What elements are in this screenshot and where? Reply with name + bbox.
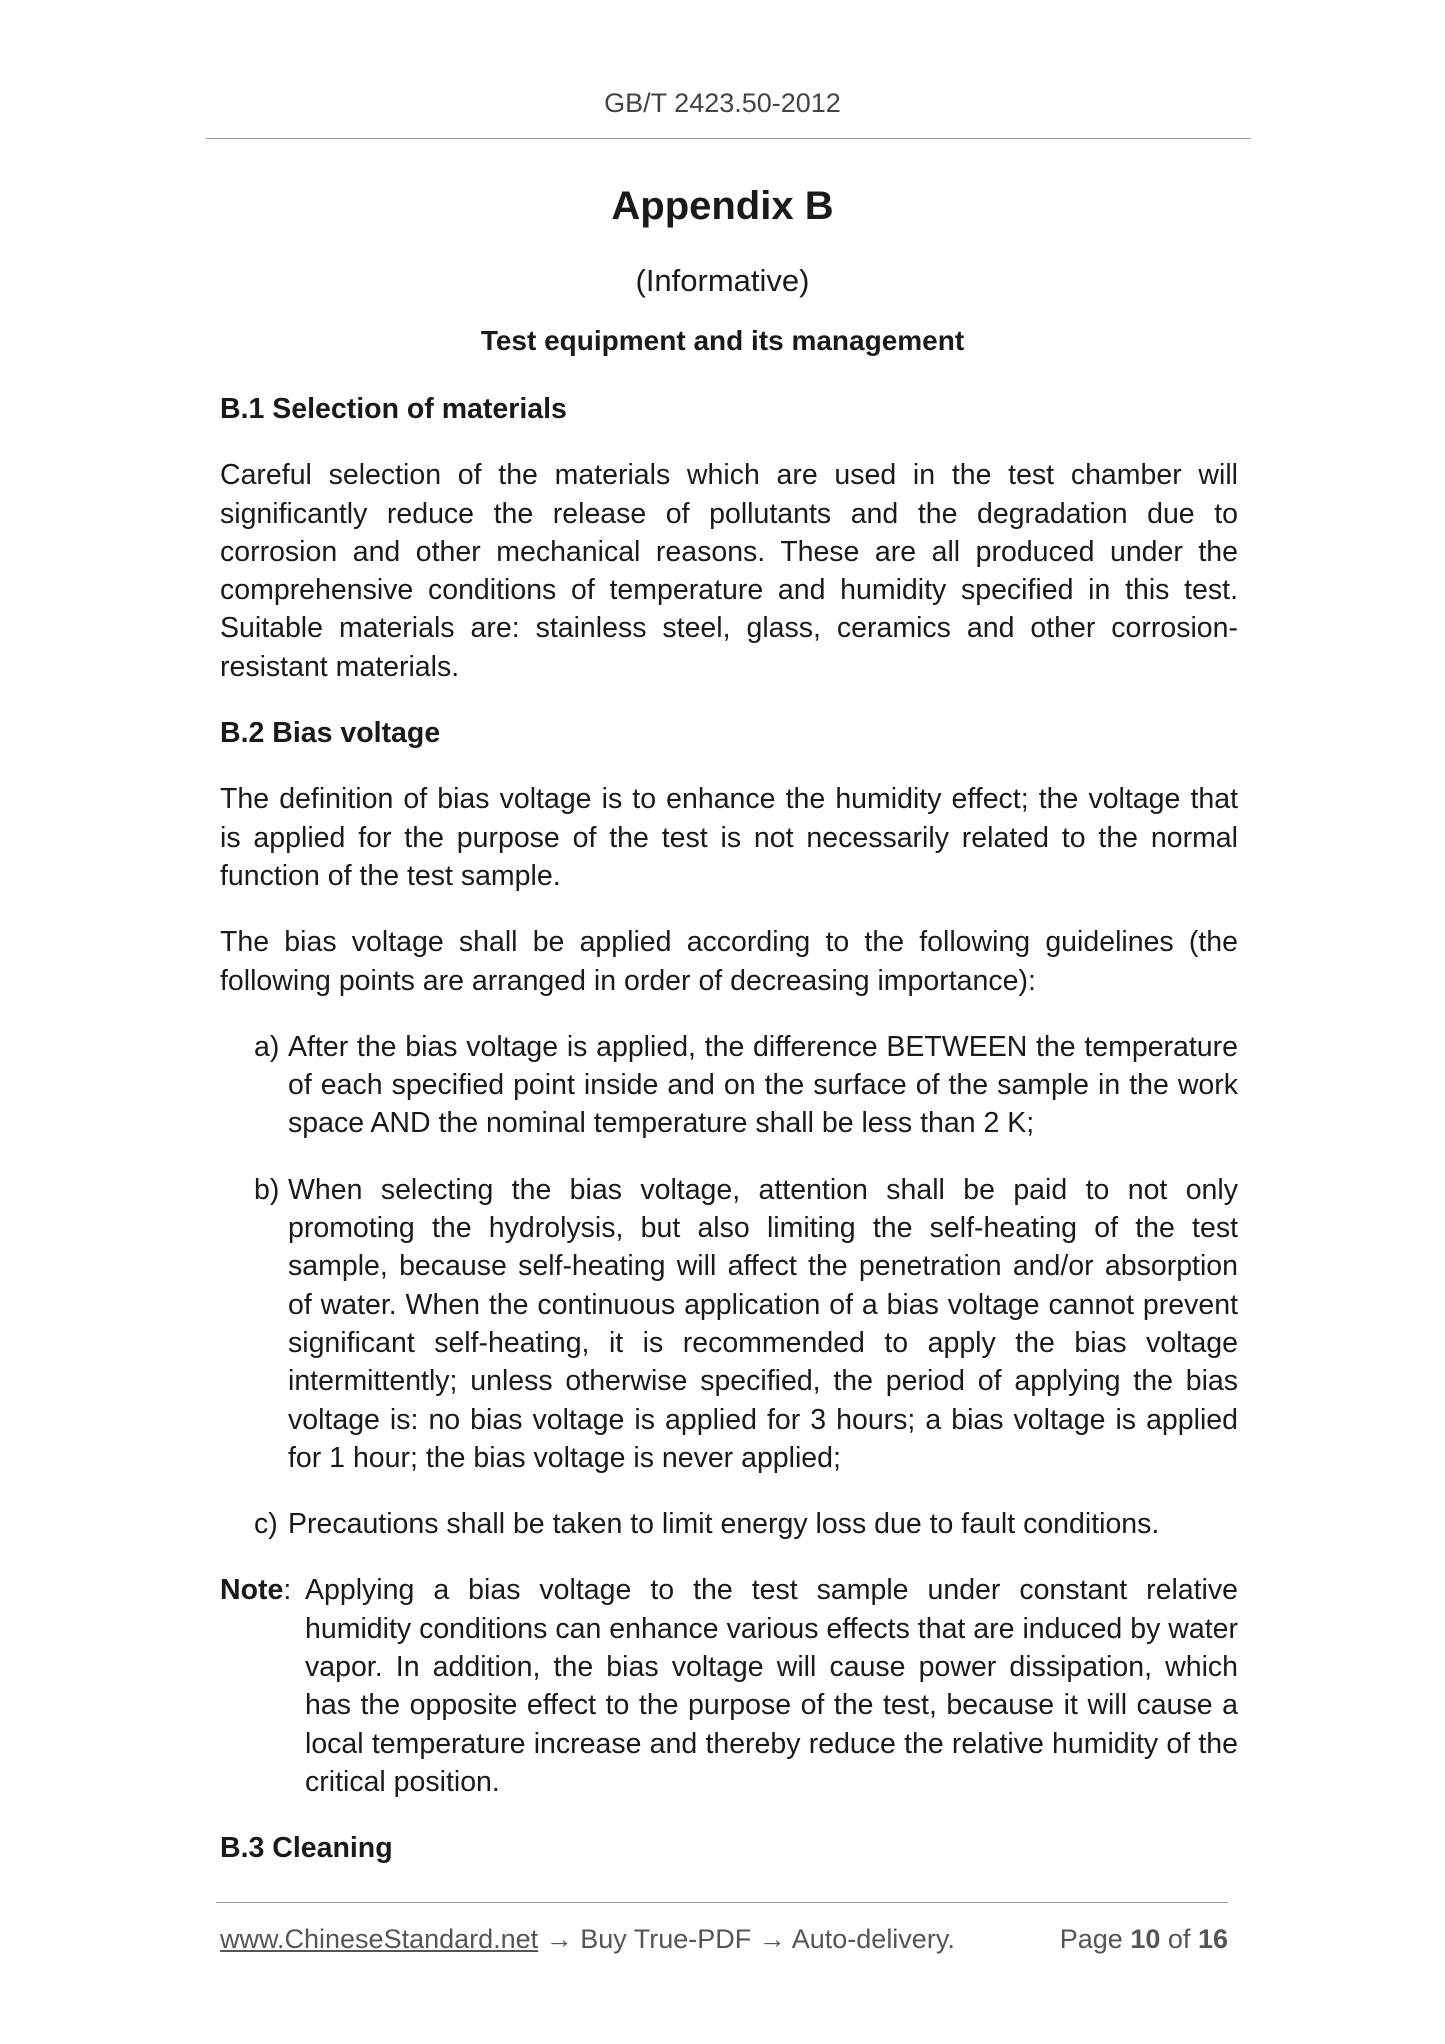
list-item-a (220, 1028, 1238, 1143)
document-body (220, 390, 1238, 1896)
appendix-subtitle: (Informative) (635, 263, 810, 298)
note-label-colon: : (283, 1574, 292, 1607)
page-indicator (1060, 1924, 1228, 1955)
page-footer (220, 1924, 1228, 1955)
section-heading-b3: B.3 Cleaning (220, 1832, 393, 1865)
list-marker: b) (254, 1173, 280, 1206)
footer-tagline: → Buy True-PDF → Auto-delivery. (538, 1924, 955, 1954)
list-item-b (220, 1171, 1238, 1477)
footer-divider (216, 1902, 1228, 1903)
header-divider (206, 138, 1251, 139)
section-heading-b1: B.1 Selection of materials (220, 393, 567, 425)
appendix-heading: Test equipment and its management (480, 325, 965, 356)
page-of: of (1167, 1924, 1191, 1954)
list-item-c (220, 1505, 1238, 1543)
paragraph-b2-definition: The definition of bias voltage is to enhance the humidity effect; the voltage that is applied for the purpose of the test is not necessarily related to the normal function of the test sample. (220, 783, 1238, 892)
list-marker: c) (254, 1508, 278, 1541)
list-item-text: After the bias voltage is applied, the difference BETWEEN the temperature of each specified point inside and on the surface of the sample in the work space AND the nominal temperature shall be less than 2 K; (288, 1030, 1238, 1140)
document-code-header: GB/T 2423.50-2012 (604, 88, 841, 118)
page-label: Page (1059, 1924, 1123, 1954)
paragraph-b2-guidelines: The bias voltage shall be applied according to the following guidelines (the following points are arranged in order of decreasing importance): (220, 926, 1238, 997)
note-block (220, 1571, 1238, 1801)
website-link[interactable]: www.ChineseStandard.net (220, 1924, 539, 1954)
note-label-text: Note (220, 1574, 284, 1607)
page-current: 10 (1130, 1924, 1161, 1954)
list-item-text: Precautions shall be taken to limit energy loss due to fault conditions. (288, 1508, 1160, 1541)
list-item-text: When selecting the bias voltage, attention shall be paid to not only promoting the hydrolysis, but also limiting the self-heating of the test sample, because self-heating will affect the penetration and/or absorption of water. When the continuous application of a bias voltage cannot prevent significant self-heating, it is recommended to apply the bias voltage intermittently; unless otherwise specified, the period of applying the bias voltage is: no bias voltage is applied for 3 hours; a bias voltage is applied for 1 hour; the bias voltage is never applied; (288, 1173, 1238, 1474)
appendix-title: Appendix B (611, 184, 834, 228)
section-heading-b2: B.2 Bias voltage (220, 717, 441, 750)
page-total: 16 (1197, 1924, 1228, 1954)
list-marker: a) (254, 1030, 280, 1063)
note-label (220, 1571, 291, 1609)
note-text: Applying a bias voltage to the test sample under constant relative humidity conditions can enhance various effects that are induced by water vapor. In addition, the bias voltage will cause power dissipation, which has the opposite effect to the purpose of the test, because it will cause a local temperature increase and thereby reduce the relative humidity of the critical position. (305, 1574, 1238, 1798)
paragraph-b1-materials: Careful selection of the materials which are used in the test chamber will significantly reduce the release of pollutants and the degradation due to corrosion and other mechanical reasons. These are all produced under the comprehensive conditions of temperature and humidity specified in this test. Suitable materials are: stainless steel, glass, ceramics and other corrosion-resistant materials. (220, 459, 1238, 683)
